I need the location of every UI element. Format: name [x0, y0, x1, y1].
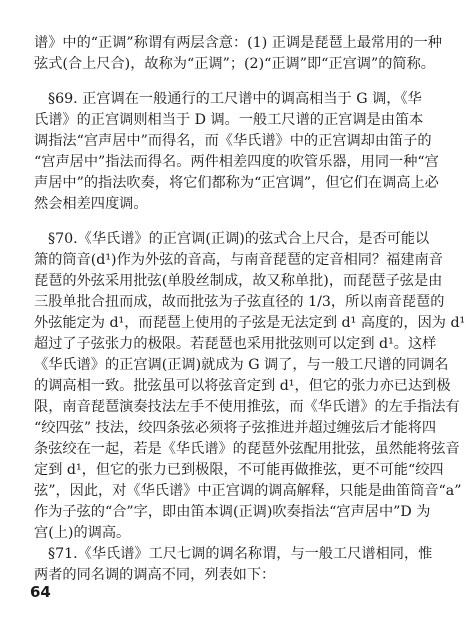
text-line: 然会相差四度调。 [34, 196, 148, 212]
text-line: 调指法“宫声居中”而得名，而《华氏谱》中的正宫调却由笛子的 [34, 133, 432, 149]
text-line: 三股单批合扭而成，故而批弦为子弦直径的 1/3，所以南音琵琶的 [34, 294, 445, 310]
page-number: 64 [30, 583, 51, 601]
text-line: “宫声居中”指法而得名。两件相差四度的吹管乐器，用同一种“宫 [34, 154, 439, 170]
text-line: §71.《华氏谱》工尺七调的调名称谓，与一般工尺谱相同，惟 [48, 546, 433, 562]
text-line: 限，南音琵琶演奏技法左手不使用推弦，而《华氏谱》的左手指法有 [34, 399, 460, 415]
text-line: 外弦能定为 d¹，而琵琶上使用的子弦是无法定到 d¹ 高度的，因为 d¹ [34, 315, 465, 331]
text-line: 的调高相一致。批弦虽可以将弦音定到 d¹，但它的张力亦已达到极 [34, 378, 451, 394]
text-line: 琵琶的外弦采用批弦(单股丝制成，故又称单批)，而琵琶子弦是由 [34, 273, 443, 289]
text-line: 超过了子弦张力的极限。若琵琶也采用批弦则可以定到 d¹。这样 [34, 336, 437, 352]
text-line: 定到 d¹，但它的张力已到极限，不可能再做推弦，更不可能“绞四 [34, 462, 444, 478]
text-line: 弦”，因此，对《华氏谱》中正宫调的调高解释，只能是曲笛筒音“a” [34, 483, 462, 499]
text-line: 宫(上)的调高。 [34, 525, 131, 541]
text-line: 箫的筒音(d¹)作为外弦的音高，与南音琵琶的定音相同？福建南音 [34, 252, 443, 268]
text-line: 两者的同名调的调高不同，列表如下： [34, 567, 276, 583]
text-line: 作为子弦的“合”字，即由笛本调(正调)吹奏指法“宫声居中”D 为 [34, 504, 431, 520]
text-line: 条弦绞在一起，若是《华氏谱》的琵琶外弦配用批弦，虽然能将弦音 [34, 441, 460, 457]
text-line: 《华氏谱》的正宫调(正调)就成为 G 调了，与一般工尺谱的同调名 [34, 357, 449, 373]
text-line: §70.《华氏谱》的正宫调(正调)的弦式合上尺合，是否可能以 [48, 231, 430, 247]
text-line: 声居中”的指法吹奏，将它们都称为“正宫调”，但它们在调高上必 [34, 175, 439, 191]
text-line: 弦式(合上尺合)，故称为“正调”；(2)“正调”即“正宫调”的简称。 [34, 56, 435, 72]
text-line: §69. 正宫调在一般通行的工尺谱中的调高相当于 G 调，《华 [48, 91, 422, 107]
text-line: 氏谱》的正宫调则相当于 D 调。一般工尺谱的正宫调是由笛本 [34, 112, 424, 128]
text-line: 谱》中的“正调”称谓有两层含意：(1) 正调是琵琶上最常用的一种 [34, 35, 442, 51]
text-line: “绞四弦” 技法，绞四条弦必须将子弦推进并超过缠弦后才能将四 [34, 420, 437, 436]
